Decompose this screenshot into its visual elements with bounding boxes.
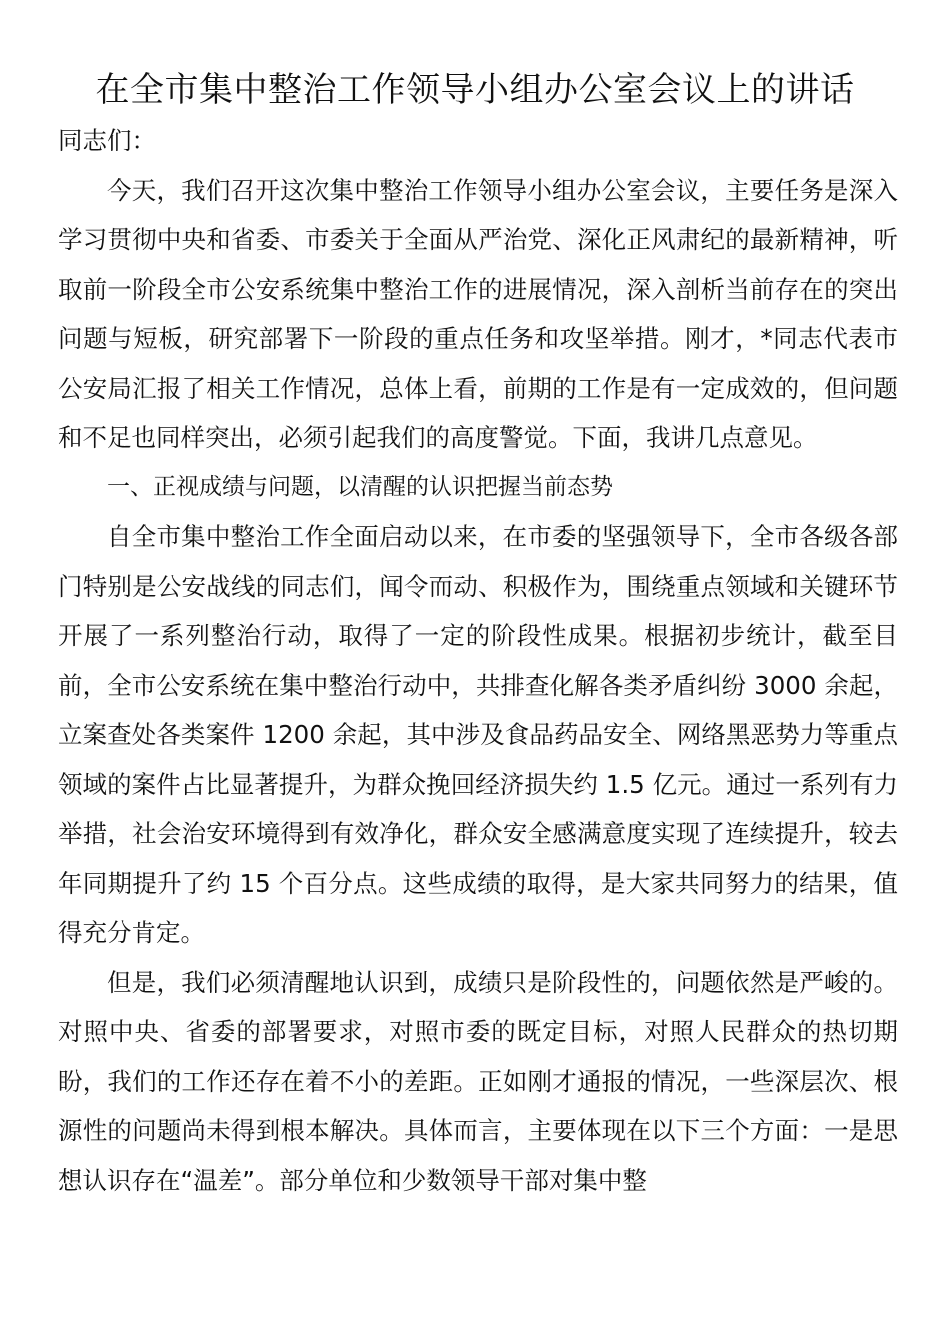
greeting: 同志们：: [58, 126, 156, 155]
intro-paragraph: 今天，我们召开这次集中整治工作领导小组办公室会议，主要任务是深入学习贯彻中央和省委、市委关于全面从严治党、深化正风肃纪的最新精神，听取前一阶段全市公安系统集中整治工作的进展情况，深入剖析当前存在的突出问题与短板，研究部署下一阶段的重点任务和攻坚举措。刚才，*同志代表市公安局汇报了相关工作情况，总体上看，前期的工作是有一定成效的，但问题和不足也同样突出，必须引起我们的高度警觉。下面，我讲几点意见。: [58, 175, 898, 452]
section1-paragraph-1: 自全市集中整治工作全面启动以来，在市委的坚强领导下，全市各级各部门特别是公安战线的同志们，闻令而动、积极作为，围绕重点领域和关键环节开展了一系列整治行动，取得了一定的阶段性成果。根据初步统计，截至目前，全市公安系统在集中整治行动中，共排查化解各类矛盾纠纷 3000 余起，立案查处各类案件 1200 余起，其中涉及食品药品安全、网络黑恶势力等重点领域的案件占比显著提升，为群众挽回经济损失约 1.5 亿元。通过一系列有力举措，社会治安环境得到有效净化，群众安全感满意度实现了连续提升，较去年同期提升了约 15 个百分点。这些成绩的取得，是大家共同努力的结果，值得充分肯定。: [58, 522, 898, 947]
document-body: [58, 116, 898, 1205]
section-heading-1: 一、正视成绩与问题，以清醒的认识把握当前态势: [107, 473, 613, 500]
section1-paragraph-2: 但是，我们必须清醒地认识到，成绩只是阶段性的，问题依然是严峻的。对照中央、省委的部署要求，对照市委的既定目标，对照人民群众的热切期盼，我们的工作还存在着不小的差距。正如刚才通报的情况，一些深层次、根源性的问题尚未得到根本解决。具体而言，主要体现在以下三个方面：一是思想认识存在“温差”。部分单位和少数领导干部对集中整: [58, 967, 898, 1195]
document-title: 在全市集中整治工作领导小组办公室会议上的讲话: [95, 70, 855, 110]
